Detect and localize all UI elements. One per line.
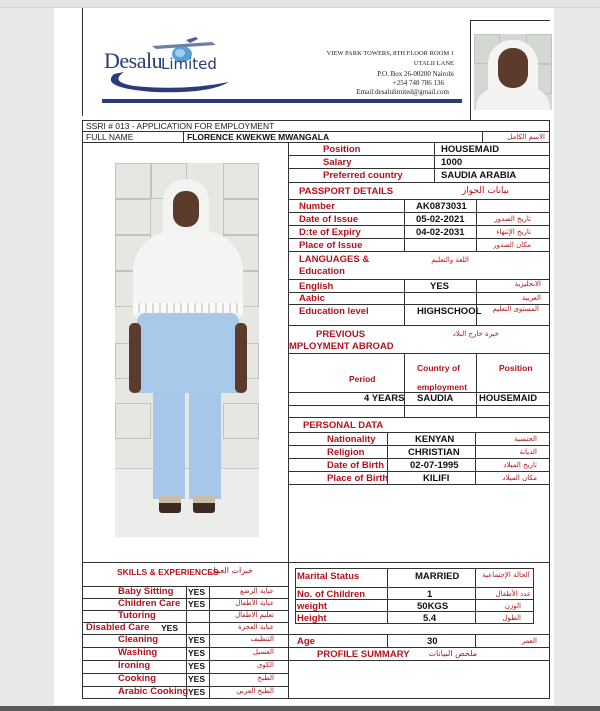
children-label: No. of Children	[297, 589, 366, 600]
height-label: Height	[297, 613, 327, 624]
position-value: HOUSEMAID	[441, 144, 500, 155]
company-email: Email:desalulimited@gmail.com	[356, 88, 449, 96]
skill-disabled-care-value: YES	[161, 623, 179, 633]
place-of-issue-arabic: مكان الصدور	[493, 241, 531, 249]
company-phone: +254 748 786 136	[392, 79, 444, 87]
date-of-issue-label: Date of Issue	[299, 214, 359, 225]
skills-heading-arabic: خبرات العمل	[209, 566, 253, 575]
skill-arabic-cooking: Arabic Cooking	[118, 686, 189, 697]
religion-arabic: الديانة	[519, 448, 537, 456]
date-of-expiry-value: 04-02-2031	[416, 227, 465, 238]
prev-employment-heading-arabic: خبرة خارج البلاد	[452, 330, 499, 338]
skill-children-care-arabic: عناية الأطفال	[235, 599, 274, 607]
personal-data-section	[288, 417, 550, 563]
skill-tutoring-arabic: تعليم الاطفال	[235, 611, 274, 619]
left-border	[82, 8, 83, 116]
marital-status-value: MARRIED	[415, 571, 460, 582]
skill-cooking-value: YES	[188, 674, 206, 684]
date-of-birth-value: 02-07-1995	[410, 460, 459, 471]
profile-summary-heading: PROFILE SUMMARY	[317, 649, 410, 660]
previous-employment-section	[288, 325, 550, 418]
personal-data-heading: PERSONAL DATA	[303, 420, 384, 431]
skill-children-care: Children Care	[118, 598, 181, 609]
left-column-border	[82, 142, 83, 562]
preferred-country-label: Preferred country	[323, 170, 403, 181]
languages-heading-2: Education	[299, 266, 345, 277]
skill-cooking: Cooking	[118, 673, 156, 684]
photo-border-left	[470, 20, 471, 120]
place-of-birth-value: KILIFI	[423, 473, 450, 484]
logo-name-sub: Limited	[161, 55, 217, 73]
skill-disabled-care-arabic: عناية العجزة	[238, 623, 274, 631]
job-table	[288, 142, 550, 183]
preferred-country-value: SAUDIA ARABIA	[441, 170, 517, 181]
skill-cleaning-value: YES	[188, 635, 206, 645]
col-position: Position	[499, 363, 533, 373]
date-of-birth-label: Date of Birth	[327, 460, 384, 471]
passport-photo	[474, 34, 552, 110]
status-section	[288, 562, 550, 699]
viewer-top-bar	[0, 0, 600, 8]
photo-border-top	[470, 20, 550, 21]
viewer-bottom-bar	[0, 706, 600, 711]
skill-baby-sitting-value: YES	[188, 587, 206, 597]
passport-number-value: AK0873031	[416, 201, 467, 212]
address-line-3: P.O. Box 26-00200 Nairobi	[377, 70, 454, 78]
passport-section	[288, 182, 550, 252]
skill-disabled-care: Disabled Care	[86, 622, 150, 633]
skill-washing-arabic: الغسيل	[252, 648, 274, 656]
languages-heading-arabic: اللغة والتعليم	[431, 256, 469, 264]
date-of-issue-value: 05-02-2021	[416, 214, 465, 225]
height-arabic: الطول	[502, 614, 521, 622]
prev-country-value: SAUDIA	[417, 393, 454, 404]
weight-value: 50KGS	[417, 601, 449, 612]
date-of-issue-arabic: تاريخ الصدور	[494, 215, 531, 223]
prev-employment-heading-1: PREVIOUS	[316, 329, 366, 340]
english-value: YES	[430, 281, 450, 292]
document-page	[54, 8, 554, 705]
address-line-2: UTALII LANE	[413, 60, 454, 67]
skill-washing-value: YES	[188, 648, 206, 658]
salary-value: 1000	[441, 157, 463, 168]
languages-section	[288, 251, 550, 326]
col-country-1: Country of	[417, 363, 460, 373]
education-level-label: Education level	[299, 306, 369, 317]
skill-arabic-cooking-arabic: الطبخ العربي	[236, 687, 274, 695]
skill-ironing: Ironing	[118, 660, 151, 671]
col-period: Period	[349, 374, 376, 384]
age-label: Age	[297, 636, 315, 647]
education-level-value: HIGHSCHOOL	[417, 306, 482, 317]
skill-ironing-arabic: الكوي	[256, 661, 274, 669]
header-rule	[102, 99, 462, 103]
logo-name-main: Desalu	[104, 48, 163, 73]
salary-label: Salary	[323, 157, 352, 168]
nationality-value: KENYAN	[415, 434, 455, 445]
skill-washing: Washing	[118, 647, 158, 658]
profile-summary-arabic: ملخص البيانات	[428, 649, 477, 658]
skill-baby-sitting: Baby Sitting	[118, 586, 174, 597]
nationality-label: Nationality	[327, 434, 376, 445]
nationality-arabic: الجنسية	[514, 435, 537, 443]
address-line-1: VIEW PARK TOWERS, 8TH FLOOR ROOM 1	[326, 50, 454, 57]
prev-employment-heading-2: MPLOYMENT ABROAD	[289, 341, 394, 352]
height-value: 5.4	[423, 613, 437, 624]
marital-status-label: Marital Status	[297, 571, 360, 582]
weight-arabic: الوزن	[504, 602, 521, 610]
full-body-photo	[115, 163, 259, 537]
position-label: Position	[323, 144, 361, 155]
date-of-expiry-arabic: تاريخ الإنتهاء	[496, 228, 531, 236]
skill-baby-sitting-arabic: عناية الرضع	[240, 587, 274, 595]
children-arabic: عدد الأطفال	[495, 590, 531, 598]
full-name-arabic: الاسم الكامل	[507, 133, 545, 141]
age-value: 30	[427, 636, 438, 647]
passport-heading: PASSPORT DETAILS	[299, 186, 394, 197]
skill-cleaning: Cleaning	[118, 634, 159, 645]
skill-cleaning-arabic: التنظيف	[250, 635, 274, 643]
passport-number-label: Number	[299, 201, 335, 212]
children-value: 1	[427, 589, 433, 600]
education-level-arabic: المستوى التعليم	[492, 305, 539, 313]
age-arabic: العمر	[521, 637, 537, 645]
prev-position-value: HOUSEMAID	[479, 393, 538, 404]
religion-label: Religion	[327, 447, 365, 458]
english-arabic: الانجليزية	[514, 280, 541, 288]
place-of-issue-label: Place of Issue	[299, 240, 363, 251]
languages-heading-1: LANGUAGES &	[299, 254, 370, 265]
arabic-arabic: العربية	[521, 294, 541, 302]
english-label: English	[299, 281, 334, 292]
prev-period-value: 4 YEARS	[364, 393, 405, 404]
date-of-expiry-label: D:te of Expiry	[299, 227, 361, 238]
arabic-label: Aabic	[299, 293, 325, 304]
skill-arabic-cooking-value: YES	[188, 687, 206, 697]
full-name-value: FLORENCE KWEKWE MWANGALA	[187, 132, 330, 142]
skill-ironing-value: YES	[188, 661, 206, 671]
skill-children-care-value: YES	[188, 599, 206, 609]
form-title: SSRI # 013 - APPLICATION FOR EMPLOYMENT	[86, 121, 275, 131]
col-country-2: employment	[417, 382, 468, 392]
date-of-birth-arabic: تاريخ الميلاد	[503, 461, 537, 469]
place-of-birth-label: Place of Birth	[327, 473, 389, 484]
religion-value: CHRISTIAN	[408, 447, 460, 458]
skills-heading: SKILLS & EXPERIENCES	[117, 567, 219, 577]
place-of-birth-arabic: مكان الميلاد	[502, 474, 537, 482]
passport-heading-arabic: بيانات الجواز	[461, 186, 509, 196]
marital-status-arabic: الحالة الإجتماعية	[482, 571, 530, 579]
skill-cooking-arabic: الطبخ	[257, 674, 274, 682]
full-name-label: FULL NAME	[86, 132, 134, 142]
weight-label: weight	[297, 601, 328, 612]
skill-tutoring: Tutoring	[118, 610, 156, 621]
